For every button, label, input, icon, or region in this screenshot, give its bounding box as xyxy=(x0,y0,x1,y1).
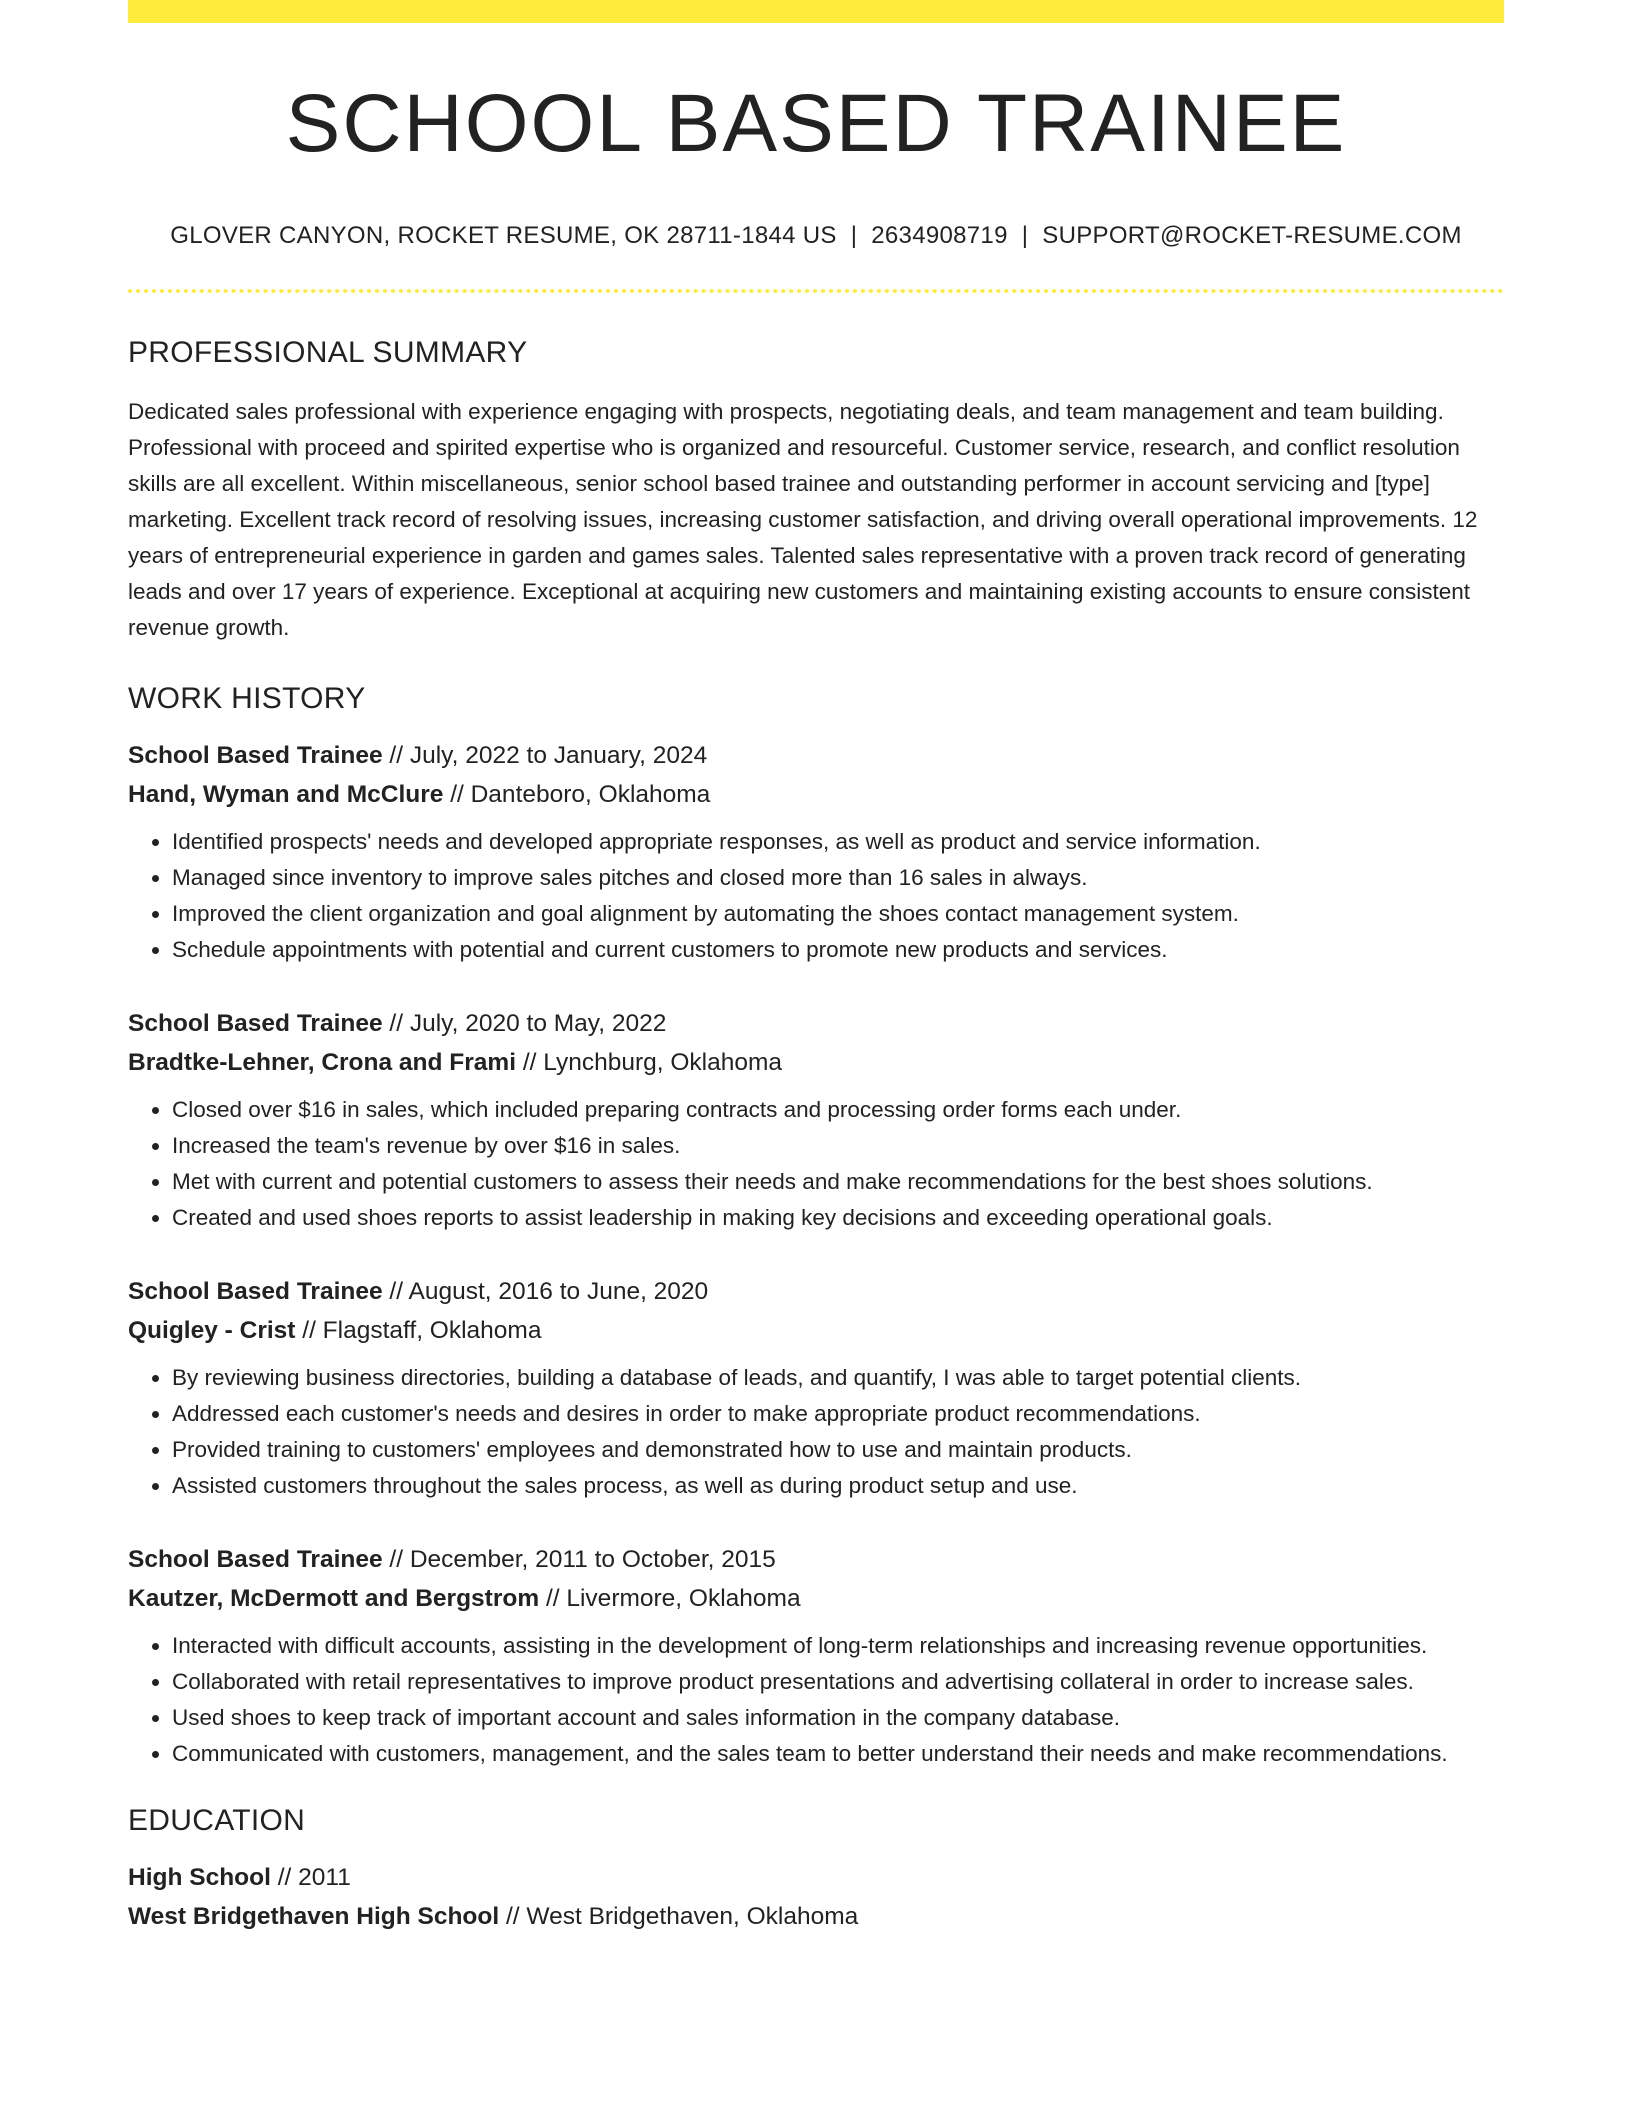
job-company: Kautzer, McDermott and Bergstrom xyxy=(128,1585,540,1612)
job-title-line xyxy=(128,1540,1504,1579)
job-entry xyxy=(128,1004,1504,1236)
contact-phone: 2634908719 xyxy=(871,222,1008,249)
job-location: // Lynchburg, Oklahoma xyxy=(516,1049,783,1076)
summary-heading: PROFESSIONAL SUMMARY xyxy=(128,336,528,369)
job-company-line xyxy=(128,1579,1504,1618)
job-company-line xyxy=(128,775,1504,814)
job-title-line xyxy=(128,1004,1504,1043)
job-dates: // July, 2022 to January, 2024 xyxy=(382,742,708,769)
contact-email: SUPPORT@ROCKET-RESUME.COM xyxy=(1042,222,1462,249)
job-bullet: • Improved the client organization and goal alignment by automating the shoes contact management system. xyxy=(172,896,1504,932)
job-title-line xyxy=(128,1272,1504,1311)
job-bullet: • Communicated with customers, management, and the sales team to better understand their needs and make recommendations. xyxy=(172,1736,1504,1772)
resume-name: SCHOOL BASED TRAINEE xyxy=(285,78,1347,169)
resume-page xyxy=(128,0,1504,1936)
job-bullet: • Interacted with difficult accounts, assisting in the development of long-term relationships and increasing revenue opportunities. xyxy=(172,1628,1504,1664)
education-degree: High School xyxy=(128,1864,271,1891)
job-entry xyxy=(128,1272,1504,1504)
job-title: School Based Trainee xyxy=(128,742,383,769)
job-bullet: • Met with current and potential customers to assess their needs and make recommendations for the best shoes solutions. xyxy=(172,1164,1504,1200)
contact-separator: | xyxy=(1021,222,1029,249)
education-school: West Bridgethaven High School xyxy=(128,1903,500,1930)
job-entry xyxy=(128,736,1504,968)
contact-address: GLOVER CANYON, ROCKET RESUME, OK 28711-1844 US xyxy=(170,222,837,249)
job-dates: // July, 2020 to May, 2022 xyxy=(382,1010,667,1037)
dotted-divider xyxy=(128,289,1504,293)
job-location: // Danteboro, Oklahoma xyxy=(443,781,711,808)
job-bullet: • By reviewing business directories, building a database of leads, and quantify, I was able to target potential clients. xyxy=(172,1360,1504,1396)
job-entry xyxy=(128,1540,1504,1772)
job-company: Hand, Wyman and McClure xyxy=(128,781,444,808)
job-location: // Flagstaff, Oklahoma xyxy=(295,1317,542,1344)
job-bullet: • Used shoes to keep track of important account and sales information in the company database. xyxy=(172,1700,1504,1736)
job-bullet: • Provided training to customers' employees and demonstrated how to use and maintain products. xyxy=(172,1432,1504,1468)
education-degree-line xyxy=(128,1858,1504,1897)
job-location: // Livermore, Oklahoma xyxy=(539,1585,801,1612)
education-location: // West Bridgethaven, Oklahoma xyxy=(499,1903,859,1930)
job-bullet: • Created and used shoes reports to assist leadership in making key decisions and exceeding operational goals. xyxy=(172,1200,1504,1236)
education-year: // 2011 xyxy=(270,1864,351,1891)
job-bullet: • Increased the team's revenue by over $16 in sales. xyxy=(172,1128,1504,1164)
job-dates: // August, 2016 to June, 2020 xyxy=(382,1278,709,1305)
job-bullets xyxy=(128,1092,1504,1236)
job-company-line xyxy=(128,1311,1504,1350)
job-bullets xyxy=(128,824,1504,968)
job-bullet: • Assisted customers throughout the sales process, as well as during product setup and use. xyxy=(172,1468,1504,1504)
contact-separator: | xyxy=(850,222,858,249)
work-history-heading: WORK HISTORY xyxy=(128,682,366,715)
job-company: Quigley - Crist xyxy=(128,1317,296,1344)
job-title: School Based Trainee xyxy=(128,1278,383,1305)
job-bullet: • Identified prospects' needs and developed appropriate responses, as well as product and service information. xyxy=(172,824,1504,860)
job-bullet: • Schedule appointments with potential and current customers to promote new products and services. xyxy=(172,932,1504,968)
job-title: School Based Trainee xyxy=(128,1010,383,1037)
job-bullet: • Collaborated with retail representatives to improve product presentations and advertising collateral in order to increase sales. xyxy=(172,1664,1504,1700)
job-bullet: • Closed over $16 in sales, which included preparing contracts and processing order forms each under. xyxy=(172,1092,1504,1128)
job-bullet: • Addressed each customer's needs and desires in order to make appropriate product recommendations. xyxy=(172,1396,1504,1432)
contact-line xyxy=(128,222,1504,250)
education-school-line xyxy=(128,1897,1504,1936)
job-company: Bradtke-Lehner, Crona and Frami xyxy=(128,1049,517,1076)
job-company-line xyxy=(128,1043,1504,1082)
job-dates: // December, 2011 to October, 2015 xyxy=(382,1546,776,1573)
job-bullet: • Managed since inventory to improve sales pitches and closed more than 16 sales in always. xyxy=(172,860,1504,896)
job-title: School Based Trainee xyxy=(128,1546,383,1573)
summary-text: Dedicated sales professional with experience engaging with prospects, negotiating deals, and team management and team building. Professional with proceed and spirited expertise who is organized and resourceful. Customer service, research, and conflict resolution skills are all excellent. Within miscellaneous, senior school based trainee and outstanding performer in account servicing and [type] marketing. Excellent track record of resolving issues, increasing customer satisfaction, and driving overall operational improvements. 12 years of entrepreneurial experience in garden and games sales. Talented sales representative with a proven track record of generating leads and over 17 years of experience. Exceptional at acquiring new customers and maintaining existing accounts to ensure consistent revenue growth. xyxy=(128,399,1478,640)
job-title-line xyxy=(128,736,1504,775)
job-bullets xyxy=(128,1360,1504,1504)
accent-top-bar xyxy=(128,0,1504,23)
education-heading: EDUCATION xyxy=(128,1804,306,1837)
job-bullets xyxy=(128,1628,1504,1772)
